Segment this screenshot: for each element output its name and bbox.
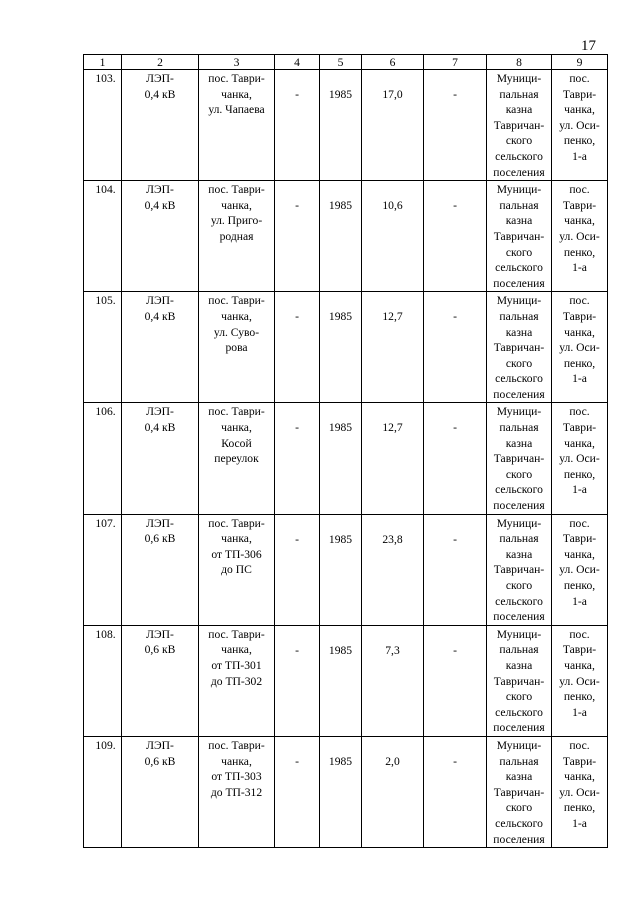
column-header: 2: [122, 55, 199, 70]
column-header: 1: [84, 55, 122, 70]
cell-holder: пос. Таври- чанка, ул. Оси- пенко, 1-а: [552, 403, 608, 514]
cell-value: 12,7: [362, 292, 424, 403]
cell-name: ЛЭП- 0,4 кВ: [122, 70, 199, 181]
cell-col7: -: [424, 514, 487, 625]
column-header: 5: [320, 55, 362, 70]
cell-value: 12,7: [362, 403, 424, 514]
cell-year: 1985: [320, 292, 362, 403]
cell-col4: -: [275, 181, 320, 292]
cell-name: ЛЭП- 0,4 кВ: [122, 403, 199, 514]
page-number: 17: [581, 38, 596, 54]
cell-year: 1985: [320, 70, 362, 181]
cell-value: 17,0: [362, 70, 424, 181]
cell-address: пос. Таври- чанка, от ТП-306 до ПС: [199, 514, 275, 625]
registry-table: [83, 54, 608, 848]
table-row: [84, 181, 608, 292]
cell-year: 1985: [320, 736, 362, 847]
cell-col4: -: [275, 514, 320, 625]
cell-name: ЛЭП- 0,6 кВ: [122, 625, 199, 736]
column-header: 4: [275, 55, 320, 70]
cell-year: 1985: [320, 514, 362, 625]
cell-col7: -: [424, 181, 487, 292]
cell-number: 108.: [84, 625, 122, 736]
cell-value: 23,8: [362, 514, 424, 625]
cell-holder: пос. Таври- чанка, ул. Оси- пенко, 1-а: [552, 292, 608, 403]
cell-value: 7,3: [362, 625, 424, 736]
cell-number: 109.: [84, 736, 122, 847]
cell-address: пос. Таври- чанка, Косой переулок: [199, 403, 275, 514]
cell-col7: -: [424, 70, 487, 181]
cell-owner: Муници- пальная казна Тавричан- ского сельского поселения: [487, 403, 552, 514]
table-row: [84, 514, 608, 625]
cell-holder: пос. Таври- чанка, ул. Оси- пенко, 1-а: [552, 625, 608, 736]
cell-col7: -: [424, 736, 487, 847]
cell-holder: пос. Таври- чанка, ул. Оси- пенко, 1-а: [552, 70, 608, 181]
table-row: [84, 403, 608, 514]
cell-year: 1985: [320, 181, 362, 292]
cell-address: пос. Таври- чанка, от ТП-303 до ТП-312: [199, 736, 275, 847]
cell-value: 10,6: [362, 181, 424, 292]
cell-col7: -: [424, 625, 487, 736]
cell-owner: Муници- пальная казна Тавричан- ского сельского поселения: [487, 736, 552, 847]
cell-number: 107.: [84, 514, 122, 625]
cell-holder: пос. Таври- чанка, ул. Оси- пенко, 1-а: [552, 736, 608, 847]
column-header: 9: [552, 55, 608, 70]
cell-col7: -: [424, 292, 487, 403]
table-row: [84, 736, 608, 847]
cell-col4: -: [275, 403, 320, 514]
cell-year: 1985: [320, 403, 362, 514]
cell-col4: -: [275, 736, 320, 847]
cell-holder: пос. Таври- чанка, ул. Оси- пенко, 1-а: [552, 181, 608, 292]
cell-number: 105.: [84, 292, 122, 403]
table-row: [84, 70, 608, 181]
column-header: 6: [362, 55, 424, 70]
cell-col4: -: [275, 292, 320, 403]
cell-holder: пос. Таври- чанка, ул. Оси- пенко, 1-а: [552, 514, 608, 625]
cell-number: 103.: [84, 70, 122, 181]
table-header-row: [84, 55, 608, 70]
cell-year: 1985: [320, 625, 362, 736]
cell-owner: Муници- пальная казна Тавричан- ского сельского поселения: [487, 181, 552, 292]
cell-address: пос. Таври- чанка, от ТП-301 до ТП-302: [199, 625, 275, 736]
cell-name: ЛЭП- 0,6 кВ: [122, 736, 199, 847]
cell-name: ЛЭП- 0,4 кВ: [122, 181, 199, 292]
cell-number: 106.: [84, 403, 122, 514]
cell-owner: Муници- пальная казна Тавричан- ского сельского поселения: [487, 514, 552, 625]
column-header: 8: [487, 55, 552, 70]
cell-number: 104.: [84, 181, 122, 292]
cell-col7: -: [424, 403, 487, 514]
table-row: [84, 292, 608, 403]
cell-address: пос. Таври- чанка, ул. Приго- родная: [199, 181, 275, 292]
cell-owner: Муници- пальная казна Тавричан- ского сельского поселения: [487, 292, 552, 403]
cell-name: ЛЭП- 0,4 кВ: [122, 292, 199, 403]
cell-value: 2,0: [362, 736, 424, 847]
cell-col4: -: [275, 625, 320, 736]
table-row: [84, 625, 608, 736]
cell-address: пос. Таври- чанка, ул. Чапаева: [199, 70, 275, 181]
cell-owner: Муници- пальная казна Тавричан- ского сельского поселения: [487, 625, 552, 736]
cell-name: ЛЭП- 0,6 кВ: [122, 514, 199, 625]
cell-col4: -: [275, 70, 320, 181]
column-header: 7: [424, 55, 487, 70]
cell-owner: Муници- пальная казна Тавричан- ского сельского поселения: [487, 70, 552, 181]
cell-address: пос. Таври- чанка, ул. Суво- рова: [199, 292, 275, 403]
column-header: 3: [199, 55, 275, 70]
